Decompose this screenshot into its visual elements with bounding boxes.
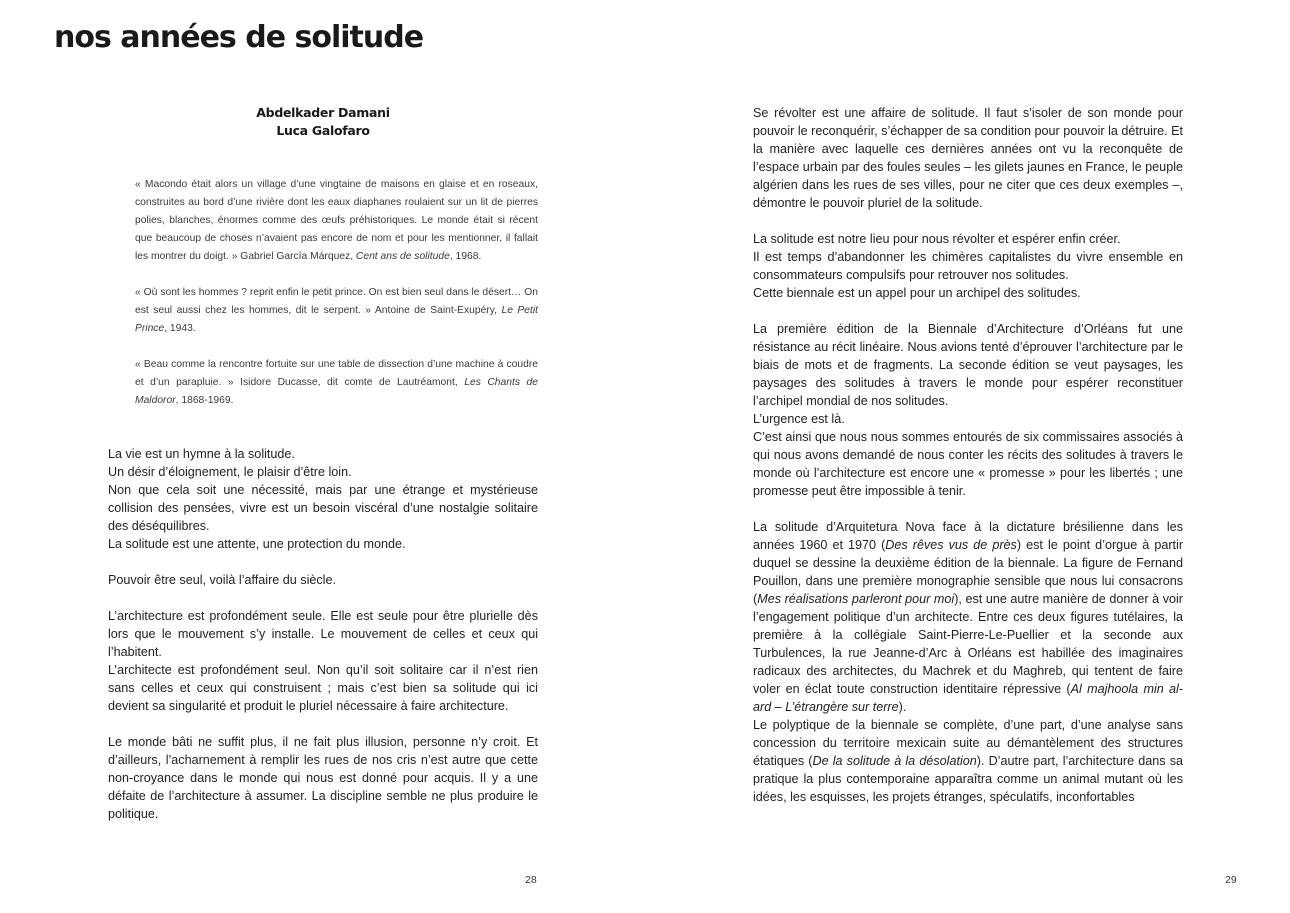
work-title: Le Petit Prince — [135, 305, 538, 334]
paragraph: Se révolter est une affaire de solitude. Il faut s’isoler de son monde pour pouvoir le reconquérir, s’échapper de sa condition pour pouvoir la détruire. Et la manière avec laquelle ces dernières années ont vu la reconquête de l’espace urbain par des foules seules – les gilets jaunes en France, le peuple algérien dans les rues de ses villes, pour ne citer que ces deux exemples –, démontre le pouvoir pluriel de la solitude. — [753, 106, 1183, 210]
work-title: Des rêves vus de près — [885, 538, 1017, 552]
right-page — [645, 0, 1290, 913]
work-title: Mes réalisations parleront pour moi — [757, 592, 955, 606]
paragraph: Pouvoir être seul, voilà l’affaire du siècle. — [108, 573, 336, 587]
paragraph: La vie est un hymne à la solitude. Un désir d’éloignement, le plaisir d’être loin. Non que cela soit une nécessité, mais par une étrange et mystérieuse collision des pensées, vivre est un besoin viscéral d’une nostalgie solitaire des déséquilibres. La solitude est une attente, une protection du monde. — [108, 447, 538, 551]
epigraph-quote: « Macondo était alors un village d’une vingtaine de maisons en glaise et en roseaux, construites au bord d’une rivière dont les eaux diaphanes roulaient sur un lit de pierres polies, blanches, énormes comme des œufs préhistoriques. Le monde était si récent que beaucoup de choses n’avaient pas encore de nom et pour les mentionner, il fallait les montrer du doigt. » Gabriel García Márquez, Cent ans de solitude, 1968. — [135, 179, 538, 262]
body-text — [753, 104, 1183, 824]
work-title: Cent ans de solitude — [355, 251, 450, 262]
body-text — [108, 445, 538, 841]
epigraph-quote: « Beau comme la rencontre fortuite sur une table de dissection d’une machine à coudre et d’un parapluie. » Isidore Ducasse, dit comte de Lautréamont, Les Chants de Maldoror, 1868-1969. — [135, 359, 538, 406]
epigraph-quote: « Où sont les hommes ? reprit enfin le petit prince. On est bien seul dans le désert… On est seul aussi chez les hommes, dit le serpent. » Antoine de Saint-Exupéry, Le Petit Prince, 1943. — [135, 287, 538, 334]
work-title: Les Chants de Maldoror — [135, 377, 538, 406]
page-number: 29 — [1225, 874, 1237, 886]
paragraph: Le monde bâti ne suffit plus, il ne fait plus illusion, personne n’y croit. Et d’ailleurs, l’acharnement à remplir les rues de nos cris n’est autre que cette non-croyance dans le monde qui nous est donné pour acquis. Il y a une défaite de l’architecture à assumer. La discipline semble ne plus produire le politique. — [108, 735, 538, 821]
paragraph: L’architecture est profondément seule. Elle est seule pour être plurielle dès lors que le mouvement s’y installe. Le mouvement de celles et ceux qui l’habitent. L’architecte est profondément seul. Non qu’il soit solitaire car il n’est rien sans celles et ceux qui construisent ; mais c’est bien sa solitude qui ici devient sa singularité et produit le pluriel nécessaire à faire architecture. — [108, 609, 538, 713]
epigraphs — [135, 176, 538, 428]
work-title: De la solitude à la désolation — [812, 754, 977, 768]
work-title: Al majhoola min al-ard – L’étrangère sur terre — [753, 682, 1184, 714]
authors — [108, 104, 538, 140]
paragraph: La première édition de la Biennale d’Architecture d’Orléans fut une résistance au récit linéaire. Nous avions tenté d’éprouver l’architecture par le biais de mots et de fragments. La seconde édition se veut paysages, les paysages des solitudes à travers le monde pour espérer reconstituer l’archipel mondial de nos solitudes. L’urgence est là. C’est ainsi que nous nous sommes entourés de six commissaires associés à qui nous avons demandé de nous conter les récits des solitudes à travers le monde où l’architecture est encore une « promesse » pour les libertés ; une promesse peut être impossible à tenir. — [753, 322, 1183, 498]
page-number: 28 — [525, 874, 537, 886]
author-name: Luca Galofaro — [276, 123, 370, 138]
paragraph: La solitude est notre lieu pour nous révolter et espérer enfin créer. Il est temps d’abandonner les chimères capitalistes du vivre ensemble en consommateurs compulsifs pour retrouver nos solitudes. Cette biennale est un appel pour un archipel des solitudes. — [753, 232, 1183, 300]
paragraph: La solitude d’Arquitetura Nova face à la dictature brésilienne dans les années 1960 et 1970 (Des rêves vus de près) est le point d’orgue à partir duquel se dessine la deuxième édition de la biennale. La figure de Fernand Pouillon, dans une première monographie sensible que nous lui consacrons (Mes réalisations parleront pour moi), est une autre manière de donner à voir l’engagement politique d’un architecte. Entre ces deux figures tutélaires, la première à la collégiale Saint-Pierre-Le-Puellier et la seconde aux Turbulences, la rue Jeanne-d’Arc à Orléans est habillée des imaginaires radicaux des architectes, du Machrek et du Maghreb, qui tentent de faire voler en éclat toute construction identitaire répressive (Al majhoola min al-ard – L’étrangère sur terre). Le polyptique de la biennale se complète, d’une part, d’une analyse sans concession du territoire mexicain suite au démantèlement des structures étatiques (De la solitude à la désolation). D’autre part, l’architecture dans sa pratique la plus contemporaine apparaîtra comme un animal mutant où les idées, les esquisses, les projets étranges, spéculatifs, inconfortables — [753, 520, 1184, 804]
author-name: Abdelkader Damani — [256, 105, 390, 120]
page-title: nos années de solitude — [54, 20, 424, 55]
